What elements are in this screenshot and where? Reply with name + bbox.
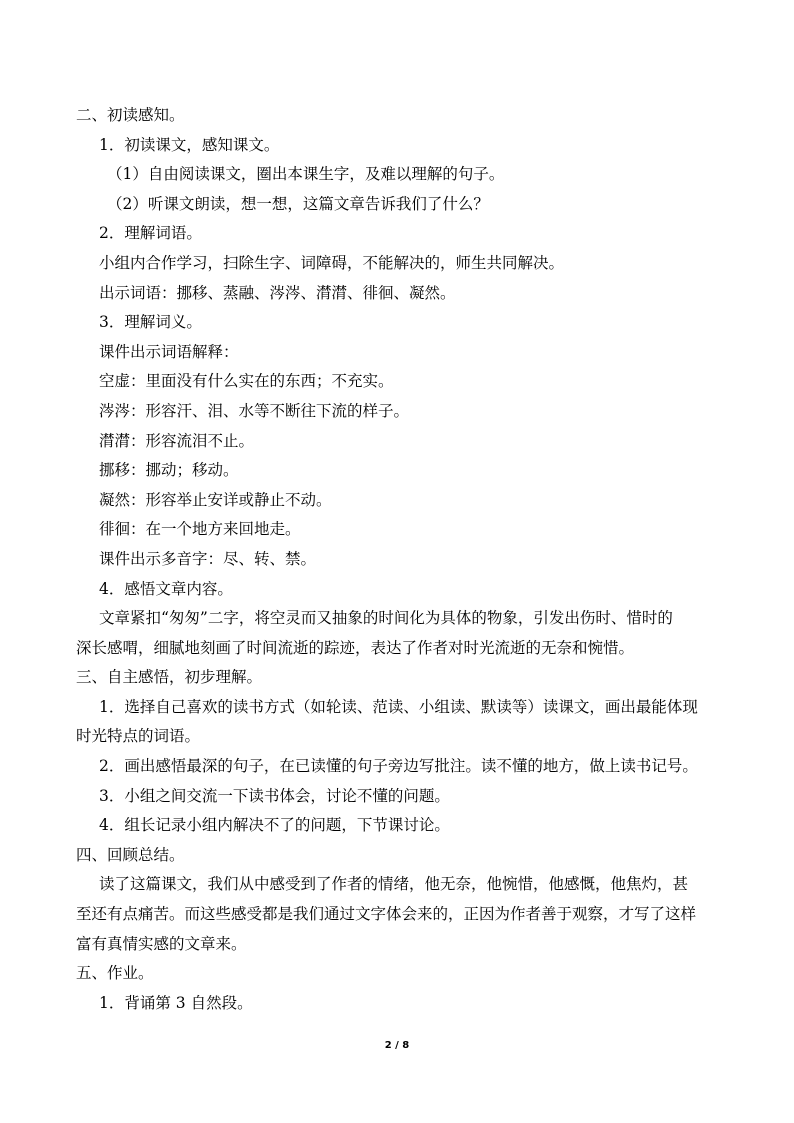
text-line: 4．感悟文章内容。 xyxy=(99,579,233,598)
text-line: （2）听课文朗读，想一想，这篇文章告诉我们了什么？ xyxy=(107,194,489,213)
text-line: 至还有点痛苦。而这些感受都是我们通过文字体会来的，正因为作者善于观察，才写了这样 xyxy=(76,905,697,924)
text-line: 凝然：形容举止安详或静止不动。 xyxy=(99,490,332,509)
text-line: 涔涔：形容汗、泪、水等不断往下流的样子。 xyxy=(99,401,410,420)
text-line: 课件出示词语解释： xyxy=(99,342,239,361)
text-line: 2．理解词语。 xyxy=(99,224,202,243)
text-line: 深长感喟，细腻地刻画了时间流逝的踪迹，表达了作者对时光流逝的无奈和惋惜。 xyxy=(76,638,635,657)
text-line: 1．选择自己喜欢的读书方式（如轮读、范读、小组读、默读等）读课文，画出最能体现 xyxy=(99,697,698,716)
text-line: 潸潸：形容流泪不止。 xyxy=(99,431,255,450)
text-line: 小组内合作学习，扫除生字、词障碍，不能解决的，师生共同解决。 xyxy=(99,253,565,272)
text-line: 四、回顾总结。 xyxy=(76,845,185,864)
text-line: 读了这篇课文，我们从中感受到了作者的情绪，他无奈，他惋惜，他感慨，他焦灼，甚 xyxy=(99,875,689,894)
text-line: 课件出示多音字：尽、转、禁。 xyxy=(99,549,317,568)
text-line: 4．组长记录小组内解决不了的问题，下节课讨论。 xyxy=(99,816,450,835)
text-line: 徘徊：在一个地方来回地走。 xyxy=(99,520,301,539)
text-line: 挪移：挪动；移动。 xyxy=(99,461,239,480)
text-line: 出示词语：挪移、蒸融、涔涔、潸潸、徘徊、凝然。 xyxy=(99,283,456,302)
text-line: 二、初读感知。 xyxy=(76,106,185,124)
text-line: 3．理解词义。 xyxy=(99,313,202,332)
text-line: 时光特点的词语。 xyxy=(76,727,201,746)
text-line: （1）自由阅读课文，圈出本课生字，及难以理解的句子。 xyxy=(107,165,505,184)
text-line: 五、作业。 xyxy=(76,964,154,983)
text-line: 3．小组之间交流一下读书体会，讨论不懂的问题。 xyxy=(99,786,450,805)
text-line: 三、自主感悟，初步理解。 xyxy=(76,668,263,687)
text-line: 1．初读课文，感知课文。 xyxy=(99,135,280,154)
text-line: 富有真情实感的文章来。 xyxy=(76,934,247,953)
text-line: 文章紧扣“匆匆”二字，将空灵而又抽象的时间化为具体的物象，引发出伤时、惜时的 xyxy=(99,609,673,628)
text-line: 空虚：里面没有什么实在的东西；不充实。 xyxy=(99,372,394,391)
text-line: 2．画出感悟最深的句子，在已读懂的句子旁边写批注。读不懂的地方，做上读书记号。 xyxy=(99,757,698,776)
page-number: 2 / 8 xyxy=(384,1040,410,1051)
text-line: 1．背诵第 3 自然段。 xyxy=(99,993,253,1012)
document-body xyxy=(76,101,721,1018)
